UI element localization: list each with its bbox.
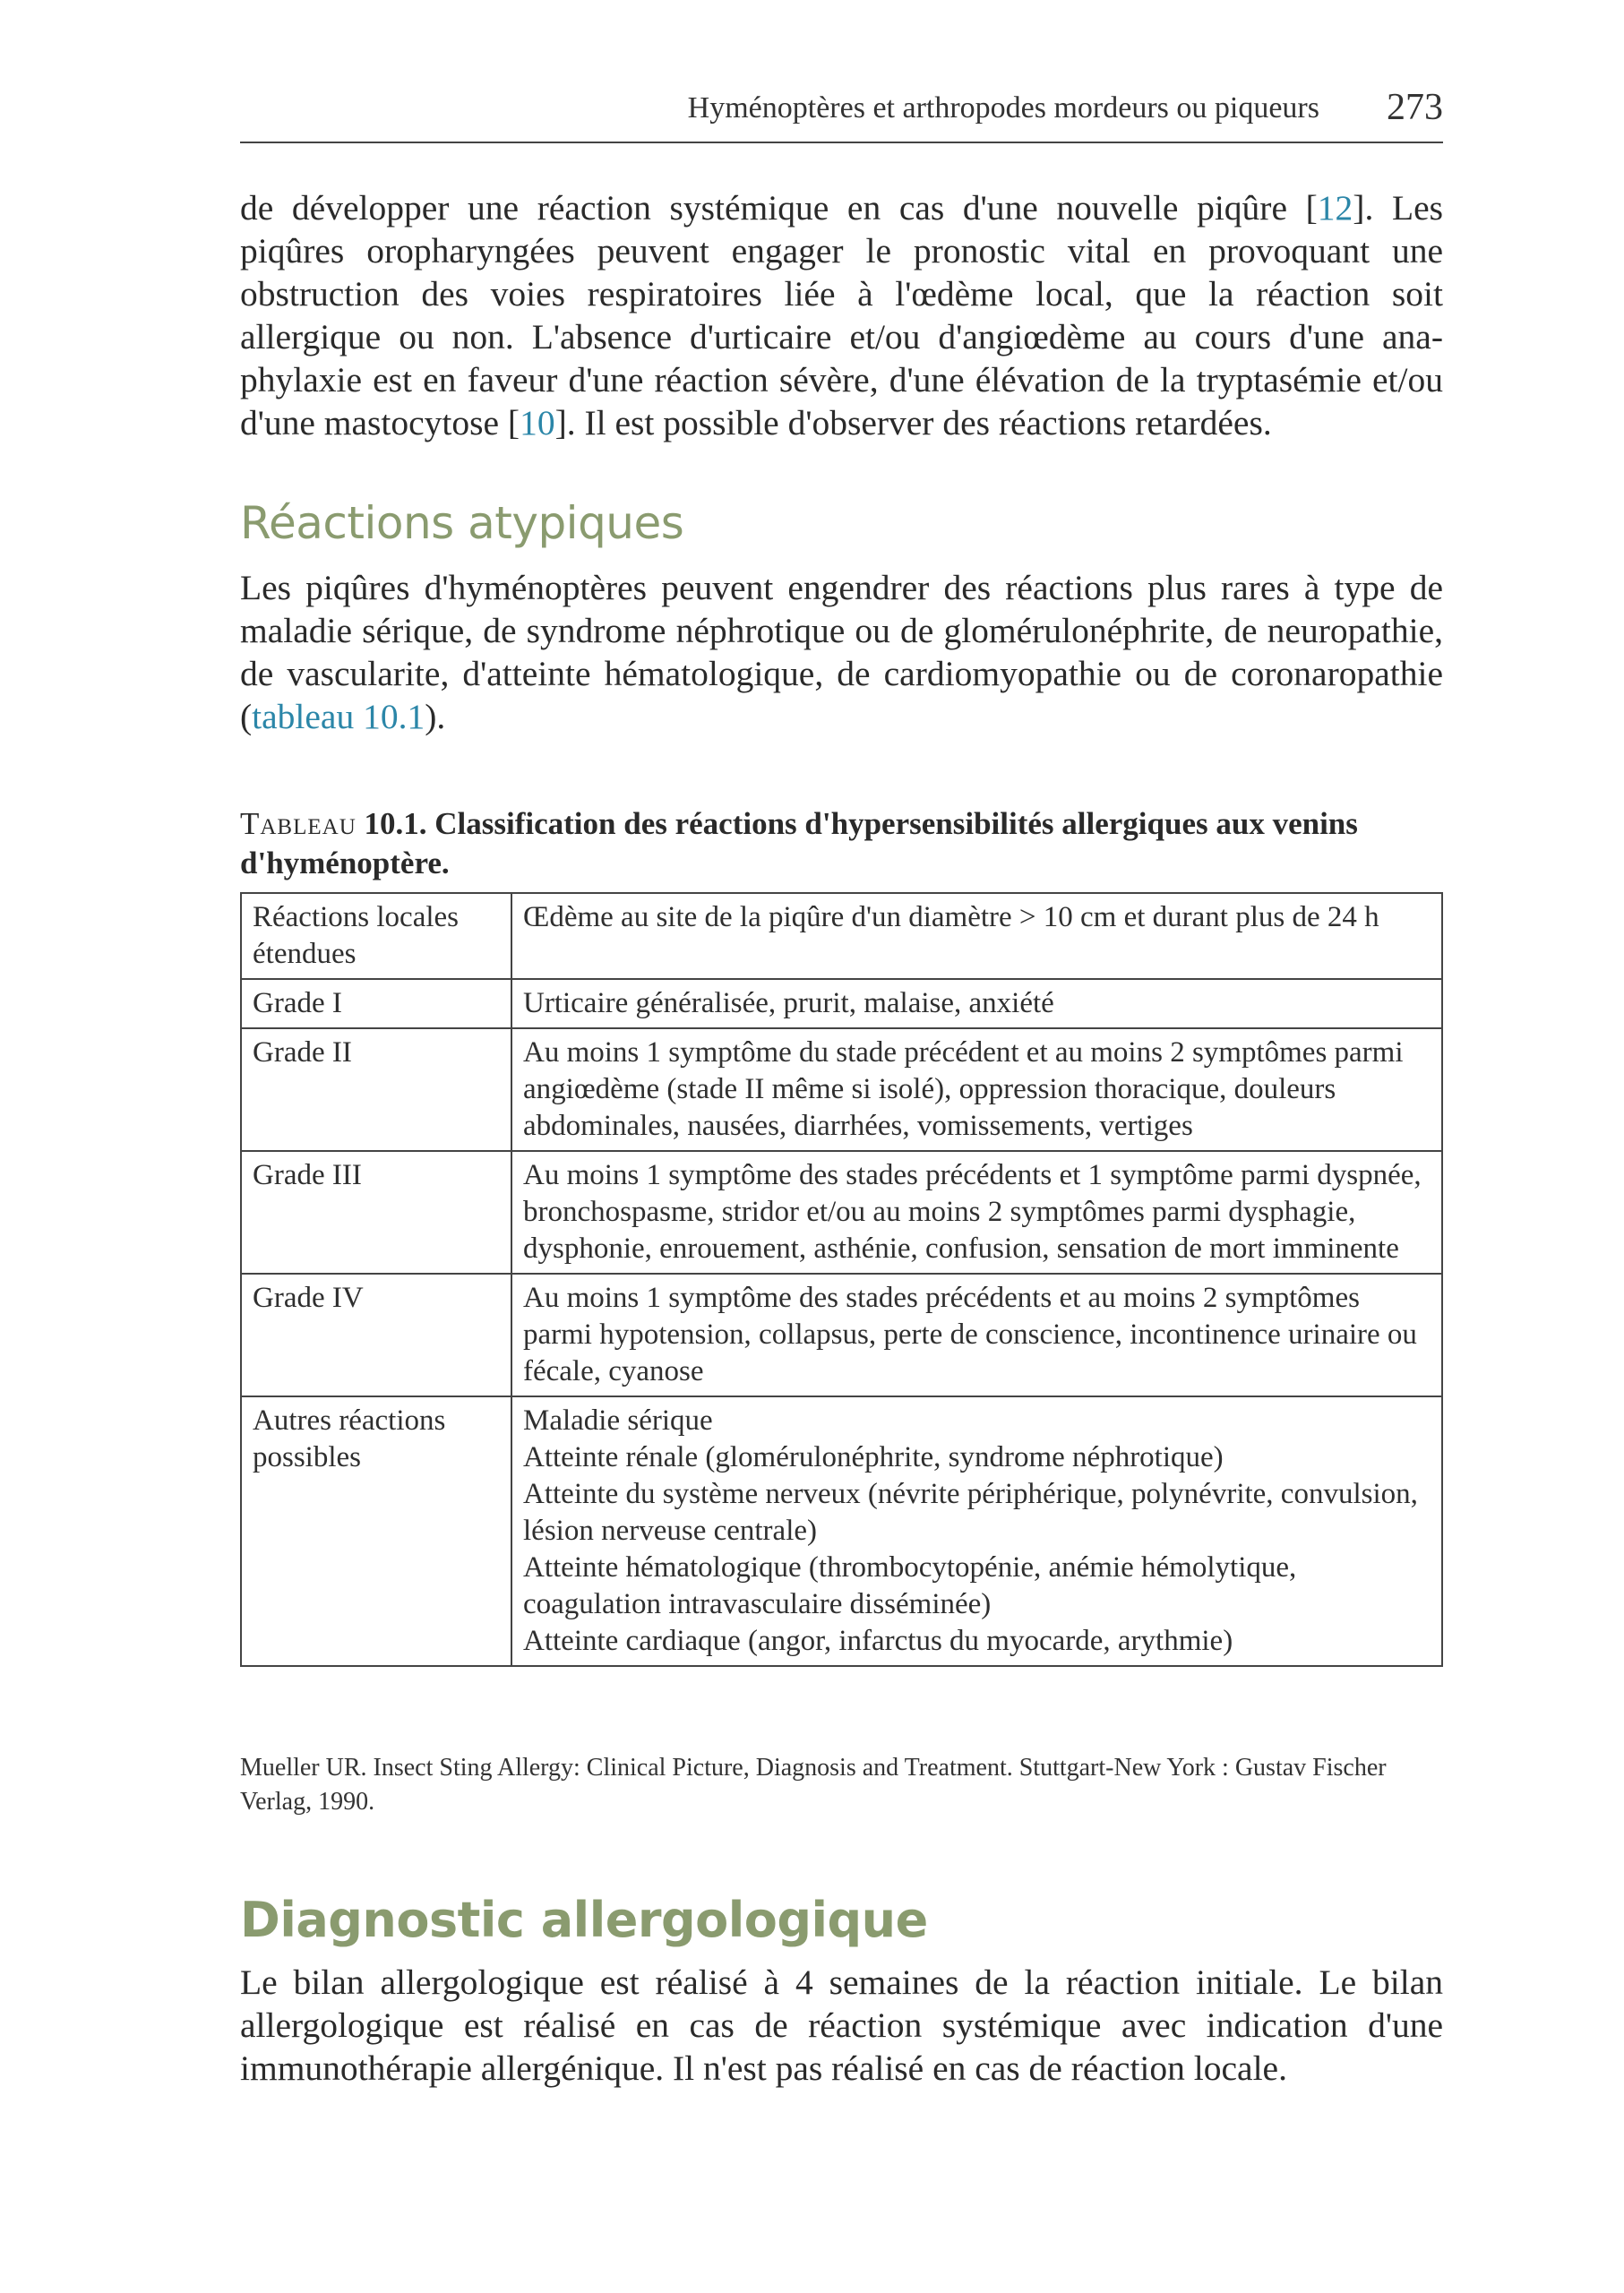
symptom-line: Au moins 1 symptôme des stades précédents et au moins 2 symptômes parmi hypotension, collapsus, perte de conscience, incontinence urinaire ou fécale, cyanose — [523, 1282, 1417, 1387]
table-title: Classification des réactions d'hypersensibilités allergiques aux venins d'hyménoptère. — [240, 806, 1358, 880]
symptoms-cell — [511, 979, 1442, 1028]
symptoms-cell — [511, 1028, 1442, 1151]
symptom-line: Atteinte cardiaque (angor, infarctus du myocarde, arythmie) — [523, 1625, 1233, 1657]
running-title: Hyménoptères et arthropodes mordeurs ou piqueurs — [687, 91, 1319, 125]
reference-link-10[interactable]: 10 — [520, 403, 555, 442]
symptoms-cell — [511, 1151, 1442, 1274]
table-caption — [240, 804, 1443, 883]
table-number: 10.1. — [364, 806, 427, 841]
section-title-atypical: Réactions atypiques — [240, 497, 684, 549]
atypical-paragraph — [240, 566, 1443, 738]
symptoms-cell — [511, 1396, 1442, 1666]
grade-cell: Grade II — [241, 1028, 511, 1151]
symptom-line: Œdème au site de la piqûre d'un diamètre > 10 cm et durant plus de 24 h — [523, 901, 1379, 933]
intro-text-1: de développer une réaction systémique en cas d'une nouvelle piqûre [ — [240, 188, 1318, 228]
atypical-text-1: Les piqûres d'hyménoptères peuvent engendrer des réactions plus rares à type de maladie sérique, de syndrome néphrotique ou de glomérulonéphrite, de neuropathie, de vascularite, d'atteinte hématologique, de cardiomyopathie ou de coronaropathie ( — [240, 568, 1443, 736]
grade-cell: Grade I — [241, 979, 511, 1028]
atypical-text-2: ). — [425, 697, 446, 736]
intro-text-2: ]. Les piqûres oropharyngées peuvent engager le pronostic vital en provoquant une obstruction des voies respiratoires liée à l'œdème local, que la réaction soit allergique ou non. L'absence d'urticaire et/ou d'angiœdème au cours d'une anaphylaxie est en faveur d'une réaction sévère, d'une élévation de la tryptasémie et/ou d'une mastocytose [ — [240, 188, 1443, 442]
table-row — [241, 1151, 1442, 1274]
symptom-line: Au moins 1 symptôme des stades précédents et 1 symptôme parmi dyspnée, bronchospasme, stridor et/ou au moins 2 symptômes parmi dysphagie, dysphonie, enrouement, asthénie, confusion, sensation de mort imminente — [523, 1159, 1422, 1265]
symptoms-cell — [511, 893, 1442, 979]
table-row — [241, 1396, 1442, 1666]
grade-cell: Grade IV — [241, 1274, 511, 1396]
grade-cell: Grade III — [241, 1151, 511, 1274]
symptom-line: Au moins 1 symptôme du stade précédent et au moins 2 symptômes parmi angiœdème (stade II même si isolé), oppression thoracique, douleurs abdominales, nausées, diarrhées, vomissements, vertiges — [523, 1036, 1404, 1142]
symptoms-cell — [511, 1274, 1442, 1396]
table-source: Mueller UR. Insect Sting Allergy: Clinical Picture, Diagnosis and Treatment. Stuttgart-New York : Gustav Fischer Verlag, 1990. — [240, 1754, 1387, 1816]
symptom-line: Maladie sérique — [523, 1404, 713, 1437]
table-row — [241, 1274, 1442, 1396]
intro-text-3: ]. Il est possible d'observer des réactions retardées. — [554, 403, 1272, 442]
symptom-line: Urticaire généralisée, prurit, malaise, anxiété — [523, 987, 1054, 1019]
reference-link-12[interactable]: 12 — [1317, 188, 1353, 228]
intro-paragraph — [240, 186, 1443, 444]
symptom-line: Atteinte hématologique (thrombocytopénie, anémie hémolytique, coagulation intravasculaire disséminée) — [523, 1551, 1297, 1620]
grade-cell: Réactions locales étendues — [241, 893, 511, 979]
symptom-line: Atteinte rénale (glomérulonéphrite, syndrome néphrotique) — [523, 1441, 1224, 1473]
running-header — [240, 87, 1443, 143]
table-row — [241, 979, 1442, 1028]
table-row — [241, 893, 1442, 979]
diagnostic-paragraph: Le bilan allergologique est réalisé à 4 semaines de la réaction initiale. Le bilan allergologique est réalisé en cas de réaction systémique avec indication d'une immunothérapie allergénique. Il n'est pas réalisé en cas de réaction locale. — [240, 1962, 1443, 2088]
section-title-diagnostic: Diagnostic allergologique — [240, 1892, 928, 1948]
table-row — [241, 1028, 1442, 1151]
symptom-line: Atteinte du système nerveux (névrite périphérique, polynévrite, convulsion, lésion nerveuse centrale) — [523, 1478, 1418, 1547]
grade-cell: Autres réactions possibles — [241, 1396, 511, 1666]
table-label: Tableau — [240, 806, 357, 841]
table-reference-link[interactable]: tableau 10.1 — [252, 697, 425, 736]
classification-table — [240, 892, 1443, 1667]
page-number: 273 — [1387, 87, 1443, 128]
